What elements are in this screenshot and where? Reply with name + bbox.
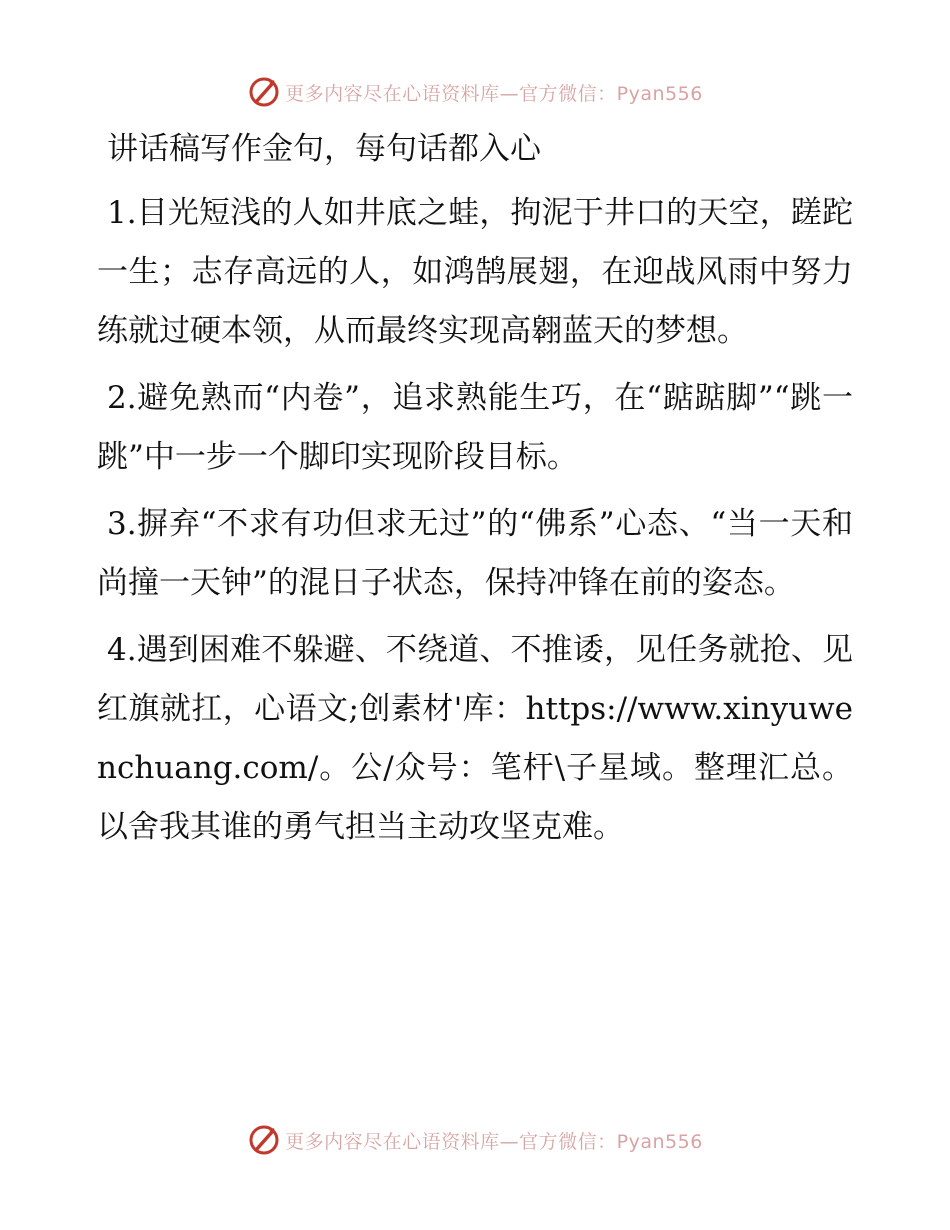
page-title: 讲话稿写作金句，每句话都入心 [107,131,541,167]
paragraph-3: 3.摒弃“不求有功但求无过”的“佛系”心态、“当一天和尚撞一天钟”的混日子状态，保持冲锋在前的姿态。 [97,506,853,601]
paragraph-4: 4.遇到困难不躲避、不绕道、不推诿，见任务就抢、见红旗就扛，心语文;创素材'库：https://www.xinyuwenchuang.com/。公/众号：笔杆\子星域。整理汇总。以舍我其谁的勇气担当主动攻坚克难。 [97,632,853,845]
document-body [97,120,853,865]
header-watermark [0,70,950,114]
watermark-text: 更多内容尽在心语资料库—官方微信：Pyan556 [285,1130,703,1153]
paragraph-2: 2.避免熟而“内卷”，追求熟能生巧，在“踮踮脚”“跳一跳”中一步一个脚印实现阶段目标。 [97,380,853,475]
red-pen-circle-icon [247,75,281,109]
red-pen-circle-icon [247,1123,281,1157]
footer-watermark [0,1118,950,1162]
paragraph-1: 1.目光短浅的人如井底之蛙，拘泥于井口的天空，蹉跎一生；志存高远的人，如鸿鹄展翅，在迎战风雨中努力练就过硬本领，从而最终实现高翱蓝天的梦想。 [97,195,853,349]
watermark-text: 更多内容尽在心语资料库—官方微信：Pyan556 [285,82,703,105]
